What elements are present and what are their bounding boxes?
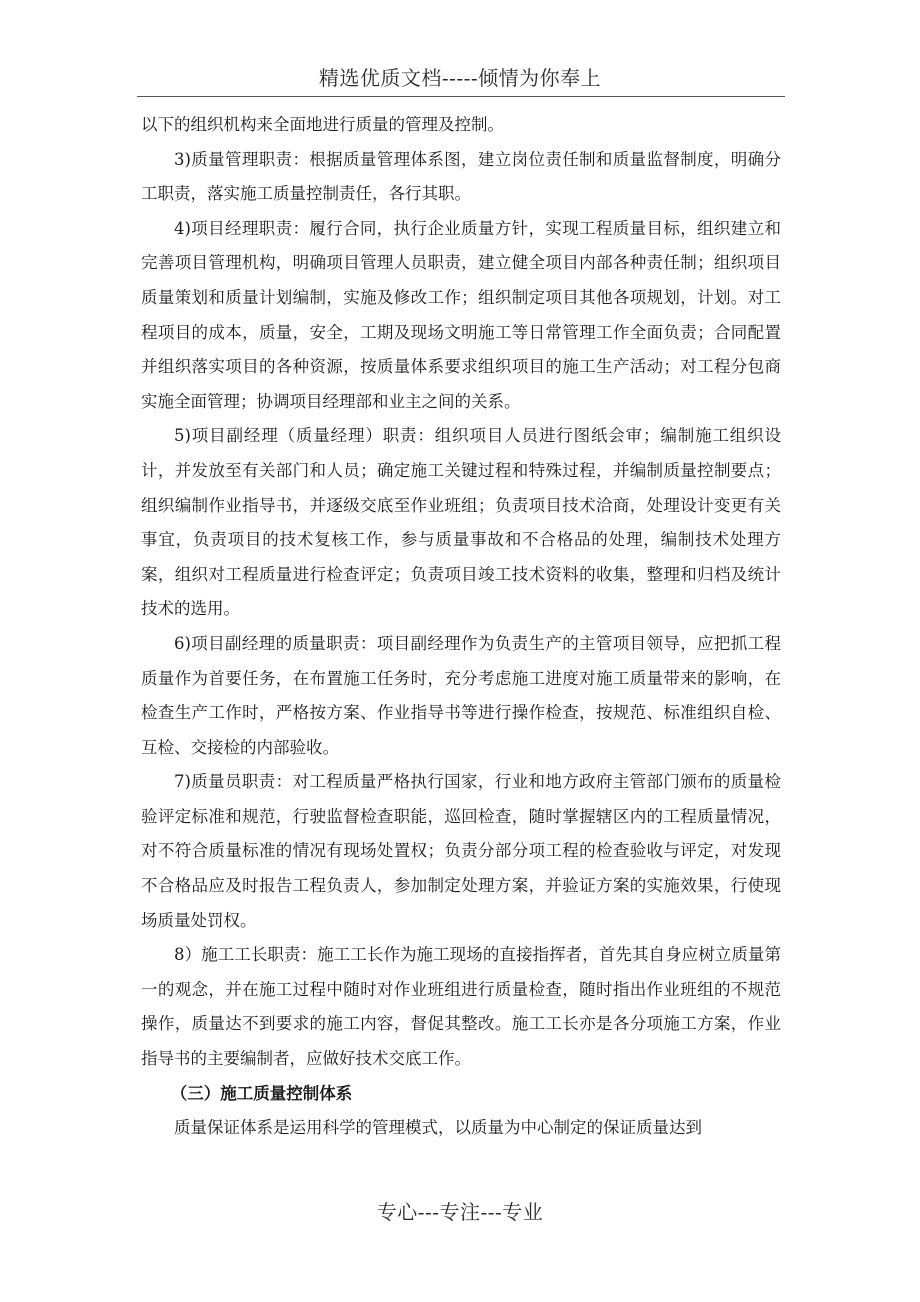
document-body [141, 108, 781, 1146]
header-divider [137, 96, 785, 97]
section-heading: （三）施工质量控制体系 [170, 1083, 353, 1103]
paragraph-quality-inspector-duties: 7)质量员职责：对工程质量严格执行国家，行业和地方政府主管部门颁布的质量检验评定标准和规范，行驶监督检查职能，巡回检查，随时掌握辖区内的工程质量情况，对不符合质量标准的情况有现场处置权；负责分部分项工程的检查验收与评定，对发现不合格品应及时报告工程负责人，参加制定处理方案，并验证方案的实施效果，行使现场质量处罚权。 [141, 772, 781, 930]
paragraph-deputy-manager-quality-duties: 5)项目副经理（质量经理）职责：组织项目人员进行图纸会审；编制施工组织设计，并发放至有关部门和人员；确定施工关键过程和特殊过程，并编制质量控制要点；组织编制作业指导书，并逐级交底至作业班组；负责项目技术洽商，处理设计变更有关事宜，负责项目的技术复核工作，参与质量事故和不合格品的处理，编制技术处理方案，组织对工程质量进行检查评定；负责项目竣工技术资料的收集，整理和归档及统计技术的选用。 [141, 426, 781, 619]
page-footer: 专心---专注---专业 [376, 1200, 544, 1224]
paragraph-quality-management-duties: 3)质量管理职责：根据质量管理体系图，建立岗位责任制和质量监督制度，明确分工职责，落实施工质量控制责任，各行其职。 [141, 149, 781, 204]
paragraph-project-manager-duties: 4)项目经理职责：履行合同，执行企业质量方针，实现工程质量目标，组织建立和完善项目管理机构，明确项目管理人员职责，建立健全项目内部各种责任制；组织项目质量策划和质量计划编制，实施及修改工作；组织制定项目其他各项规划，计划。对工程项目的成本，质量，安全，工期及现场文明施工等日常管理工作全面负责；合同配置并组织落实项目的各种资源，按质量体系要求组织项目的施工生产活动；对工程分包商实施全面管理；协调项目经理部和业主之间的关系。 [141, 218, 781, 411]
paragraph-quality-assurance-system: 质量保证体系是运用科学的管理模式，以质量为中心制定的保证质量达到 [174, 1118, 702, 1138]
paragraph-foreman-duties: 8）施工工长职责：施工工长作为施工现场的直接指挥者，首先其自身应树立质量第一的观念，并在施工过程中随时对作业班组进行质量检查，随时指出作业班组的不规范操作，质量达不到要求的施工内容，督促其整改。施工工长亦是各分项施工方案，作业指导书的主要编制者，应做好技术交底工作。 [141, 945, 781, 1069]
page-header: 精选优质文档-----倾情为你奉上 [318, 66, 602, 90]
paragraph-deputy-manager-responsibilities: 6)项目副经理的质量职责：项目副经理作为负责生产的主管项目领导，应把抓工程质量作为首要任务，在布置施工任务时，充分考虑施工进度对施工质量带来的影响，在检查生产工作时，严格按方案、作业指导书等进行操作检查，按规范、标准组织自检、互检、交接检的内部验收。 [141, 633, 781, 757]
paragraph-continuation: 以下的组织机构来全面地进行质量的管理及控制。 [141, 115, 504, 134]
